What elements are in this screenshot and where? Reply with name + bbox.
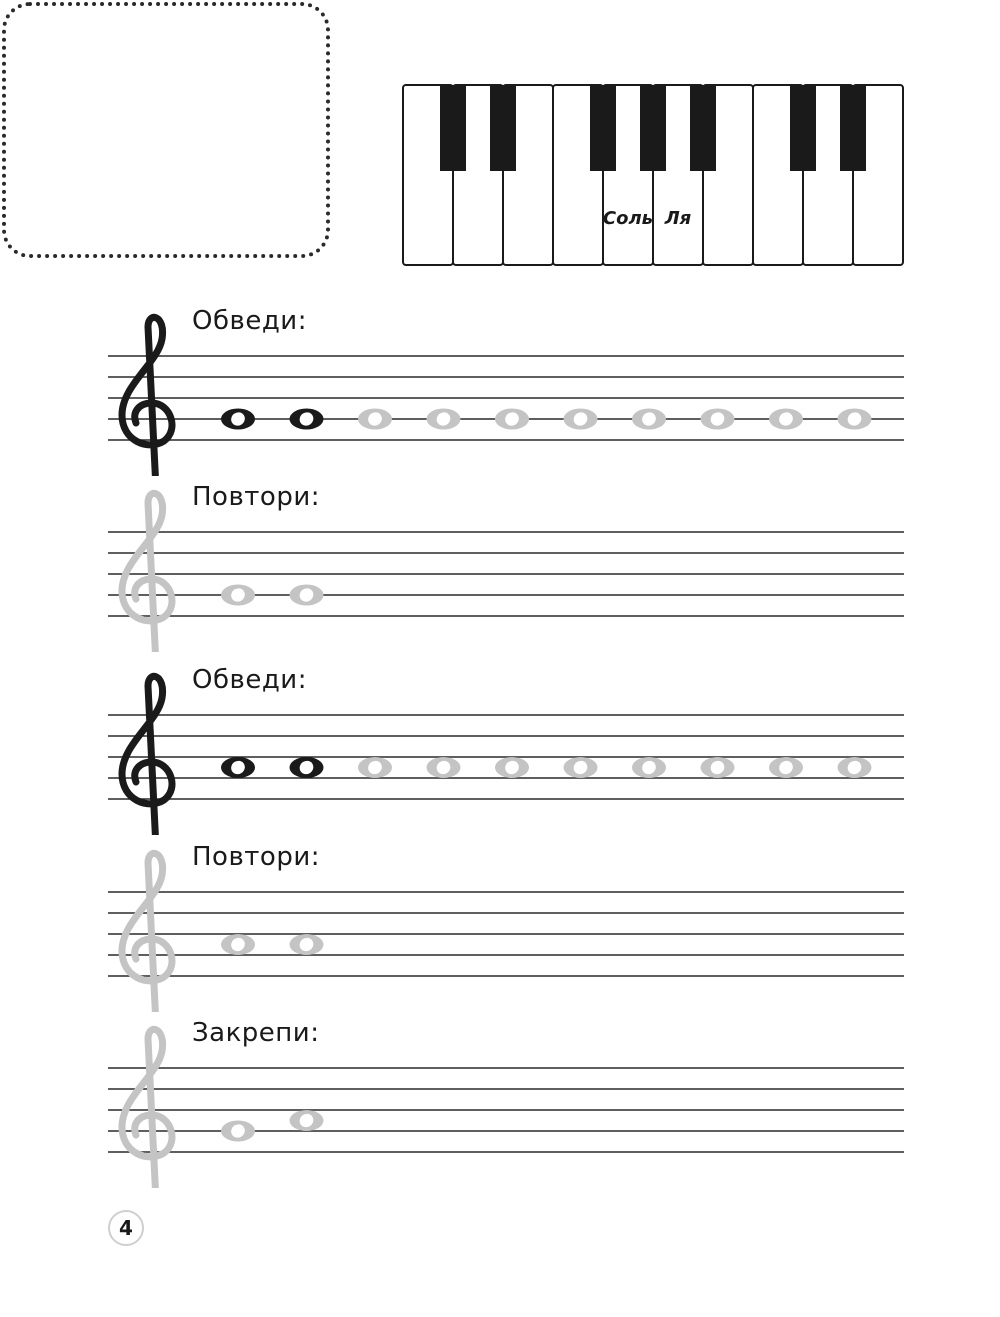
staff	[0, 482, 1000, 652]
whole-note-icon	[221, 409, 255, 430]
exercise-trace-1	[0, 306, 1000, 476]
whole-note-icon	[358, 409, 392, 430]
key-label: Соль	[602, 208, 654, 229]
whole-note-icon	[838, 409, 872, 430]
exercise-repeat-2	[0, 842, 1000, 1012]
whole-note-icon	[838, 757, 872, 778]
whole-note-icon	[701, 757, 735, 778]
treble-clef-icon	[122, 676, 172, 835]
whole-note-icon	[358, 757, 392, 778]
whole-note-icon	[290, 757, 324, 778]
whole-note-icon	[632, 409, 666, 430]
exercise-label: Закрепи:	[192, 1018, 320, 1048]
piano-keyboard	[402, 84, 904, 266]
exercise-label: Обведи:	[192, 306, 307, 336]
sticker-placeholder-box	[2, 2, 330, 258]
whole-note-icon	[564, 409, 598, 430]
staff	[0, 665, 1000, 835]
staff	[0, 306, 1000, 476]
whole-note-icon	[701, 409, 735, 430]
whole-note-icon	[769, 757, 803, 778]
exercise-label: Обведи:	[192, 665, 307, 695]
black-key	[840, 85, 866, 171]
whole-note-icon	[221, 1121, 255, 1142]
exercise-repeat-1	[0, 482, 1000, 652]
page-number: 4	[108, 1210, 144, 1246]
black-key	[490, 85, 516, 171]
whole-note-icon	[495, 757, 529, 778]
whole-note-icon	[427, 409, 461, 430]
exercise-trace-2	[0, 665, 1000, 835]
treble-clef-icon	[122, 853, 172, 1012]
black-key	[590, 85, 616, 171]
whole-note-icon	[495, 409, 529, 430]
whole-note-icon	[427, 757, 461, 778]
staff	[0, 842, 1000, 1012]
whole-note-icon	[564, 757, 598, 778]
treble-clef-icon	[122, 493, 172, 652]
whole-note-icon	[221, 585, 255, 606]
treble-clef-icon	[122, 317, 172, 476]
exercise-reinforce	[0, 1018, 1000, 1188]
whole-note-icon	[290, 585, 324, 606]
whole-note-icon	[290, 1110, 324, 1131]
treble-clef-icon	[122, 1029, 172, 1188]
exercise-label: Повтори:	[192, 482, 320, 512]
whole-note-icon	[632, 757, 666, 778]
key-label: Ля	[664, 208, 692, 229]
whole-note-icon	[221, 757, 255, 778]
black-key	[690, 85, 716, 171]
exercise-label: Повтори:	[192, 842, 320, 872]
whole-note-icon	[290, 409, 324, 430]
whole-note-icon	[769, 409, 803, 430]
black-key	[440, 85, 466, 171]
black-key	[640, 85, 666, 171]
black-key	[790, 85, 816, 171]
whole-note-icon	[290, 934, 324, 955]
staff	[0, 1018, 1000, 1188]
whole-note-icon	[221, 934, 255, 955]
